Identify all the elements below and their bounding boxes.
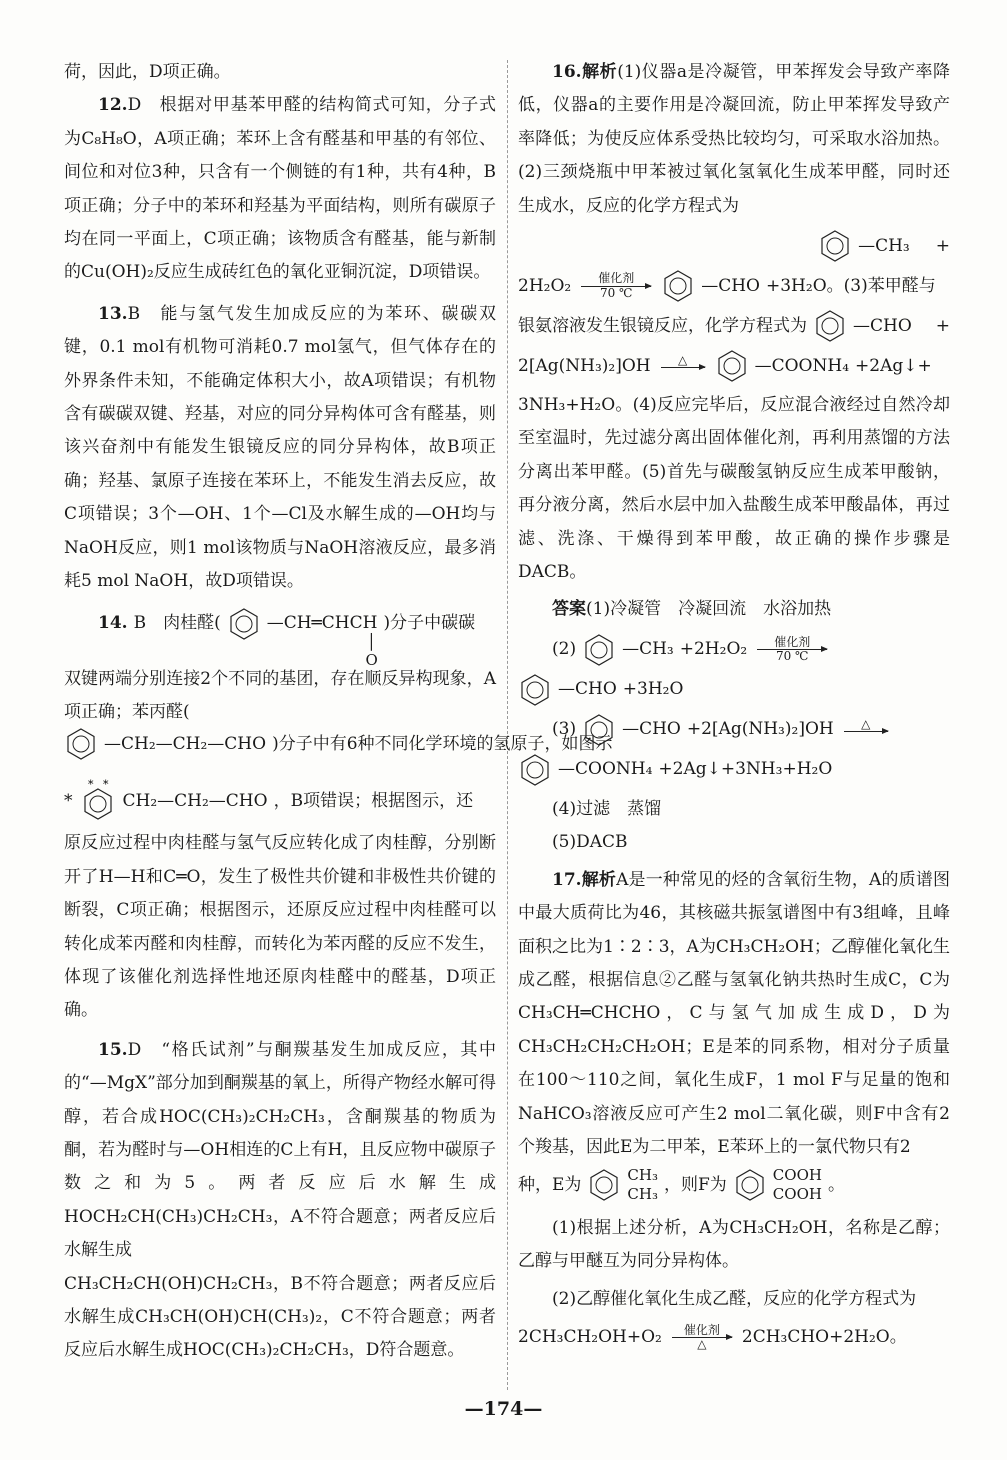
question-text: D 根据对甲基苯甲醛的结构简式可知，分子式为C₈H₈O，A项正确；苯环上含有醛基和甲基的有邻位、间位和对位3种，只含有一个侧链的有1种，共有4种，B项正确；分子中的苯环和羟基为平面结构，则所有碳原子均在同一平面上，C项正确；该物质含有醛基，能与新制的Cu(OH)₂反应生成砖红色的氧化亚铜沉淀，D项错误。 [64, 95, 496, 283]
page-number: —174— [464, 1398, 543, 1420]
benzene-ring-icon [79, 779, 117, 823]
answer-16-2b: —CHO +3H₂O [518, 673, 950, 707]
xylene-substituents: CH₃ CH₃ [627, 1166, 658, 1204]
reaction-arrow: △ [661, 354, 705, 368]
q14-lead: B 肉桂醛( [133, 613, 221, 633]
answer-16-2a: (2) —CH₃ +2H₂O₂ 催化剂 70 ℃ [518, 633, 950, 667]
question-number: 14. [98, 613, 128, 633]
answer-16-3b: —COONH₄ +2Ag↓+3NH₃+H₂O [518, 753, 950, 787]
question-12 [64, 89, 496, 289]
answer-16-3a: (3) —CHO +2[Ag(NH₃)₂]OH △ [518, 713, 950, 747]
q14-text-4: 原反应过程中肉桂醛与氢气反应转化成了肉桂醇，分别断开了H—H和C═O，发生了极性共价键和非极性共价键的断裂，C项正确；根据图示，还原反应过程中肉桂醛可以转化成苯丙醛和肉桂醇，而转化为苯丙醛的反应不发生，体现了该催化剂选择性地还原肉桂醛中的醛基，D项正确。 [64, 833, 496, 1021]
reaction-arrow: 催化剂 △ [672, 1324, 732, 1351]
benzene-ring-icon [227, 607, 261, 641]
q17-part1: (1)根据上述分析，A为CH₃CH₂OH，名称是乙醇；乙醇与甲醚互为同分异构体。 [518, 1217, 950, 1272]
phthalic-acid-substituents: COOH COOH [772, 1166, 822, 1204]
benzene-ring-icon [518, 673, 552, 707]
right-column [518, 56, 950, 1351]
phenylpropanal-structure: —CH₂—CH₂—CHO )分子中有6种不同化学环境的氢原子，如图示 [64, 727, 496, 761]
q16-text-3: 3NH₃+H₂O。(4)反应完毕后，反应混合液经过自然冷却至室温时，先过滤分离出固体催化剂，再利用蒸馏的方法分离出苯甲醛。(5)首先与碳酸氢钠反应生成苯甲酸钠，再分液分离，然后水层中加入盐酸生成苯甲酸晶体，再过滤、洗涤、干燥得到苯甲酸，故正确的操作步骤是DACB。 [518, 395, 950, 583]
q16-eq1-part2: 2H₂O₂ 催化剂 70 ℃ —CHO +3H₂O。(3)苯甲醛与 [518, 269, 950, 303]
benzene-ring-icon [661, 269, 695, 303]
benzene-ring-icon [587, 1168, 621, 1202]
question-15-cont: CH₃CH₂CH(OH)CH₂CH₃，B不符合题意；两者反应后水解生成CH₃CH(OH)CH(CH₃)₂，C不符合题意；两者反应后水解生成HOC(CH₃)₂CH₂CH₃，D符合题意。 [64, 1273, 496, 1361]
question-17: 17.解析A是一种常见的烃的含氧衍生物，A的质谱图中最大质荷比为46，其核磁共振氢谱图中有3组峰，且峰面积之比为1∶2∶3，A为CH₃CH₂OH；乙醇催化氧化生成乙醛，根据信息②乙醛与氢氧化钠共热时生成C，C为CH₃CH═CHCHO，C与氢气加成生成D，D为CH₃CH₂CH₂CH₂OH；E是苯的同系物，相对分子质量在100～110之间，氧化生成F，1 mol F与足量的饱和NaHCO₃溶液反应可产生2 mol二氧化碳，则F中含有2个羧基，因此E为二甲苯，E苯环上的一氯代物只有2 [518, 869, 950, 1157]
q16-eq2-part2: 2[Ag(NH₃)₂]OH △ —COONH₄ +2Ag↓+ [518, 349, 950, 383]
q17-equation: 2CH₃CH₂OH+O₂ 催化剂 △ 2CH₃CHO+2H₂O。 [518, 1323, 907, 1352]
reaction-arrow: 催化剂 70 ℃ [757, 636, 827, 663]
cinnamaldehyde-group: —CH═CHCH │ O [266, 613, 378, 669]
column-divider [507, 60, 508, 1390]
q17-e-f-structures: 种，E为 CH₃ CH₃ ，则F为 COOH COOH 。 [518, 1166, 845, 1204]
question-text: B 能与氢气发生加成反应的为苯环、碳碳双键，0.1 mol有机物可消耗0.7 mol氢气，但气体存在的外界条件未知，不能确定体积大小，故A项错误；有机物含有碳碳双键、羟基，对应的同分异构体可含有醛基，则该兴奋剂中有能发生银镜反应的同分异构体，故B项正确；羟基、氯原子连接在苯环上，不能发生消去反应，故C项错误；3个—OH、1个—Cl及水解生成的—OH均与NaOH反应，则1 mol该物质与NaOH溶液反应，最多消耗5 mol NaOH，故D项错误。 [64, 303, 496, 592]
reaction-arrow: △ [844, 718, 888, 732]
answer-16: 答案(1)冷凝管 冷凝回流 水浴加热 [552, 599, 832, 620]
q16-eq2-part1: 银氨溶液发生银镜反应，化学方程式为 —CHO + [518, 309, 950, 343]
benzene-ring-icon [715, 349, 749, 383]
question-13 [64, 298, 496, 599]
q14-structure-line [64, 607, 496, 669]
benzene-ring-icon [582, 633, 616, 667]
svg-text:*: * [87, 779, 93, 792]
hydrogen-environment-diagram: * * * CH₂—CH₂—CHO ，B项错误；根据图示，还 [64, 779, 496, 823]
svg-text:*: * [102, 779, 108, 792]
reaction-arrow: 催化剂 70 ℃ [581, 272, 651, 299]
q14-tail: )分子中碳碳 [383, 613, 476, 633]
benzene-ring-icon [518, 753, 552, 787]
benzene-ring-icon [733, 1168, 767, 1202]
star-mark: * [64, 790, 73, 811]
question-15: 15.D “格氏试剂”与酮羰基发生加成反应，其中的“—MgX”部分加到酮羰基的氧上，所得产物经水解可得醇，若合成HOC(CH₃)₂CH₂CH₃，含酮羰基的物质为酮，若为醛时与—OH相连的C上有H，且反应物中碳原子数之和为5。两者反应后水解生成HOCH₂CH(CH₃)CH₂CH₃，A不符合题意；两者反应后水解生成 [64, 1039, 496, 1261]
question-number: 13. [98, 303, 128, 324]
q16-eq1-part1: —CH₃ + [518, 229, 950, 263]
answer-16-5: (5)DACB [552, 832, 628, 853]
answer-16-4: (4)过滤 蒸馏 [552, 798, 662, 819]
q14-text-2: 双键两端分别连接2个不同的基团，存在顺反异构现象，A项正确；苯丙醛( [64, 668, 496, 722]
paragraph-continuation: 荷，因此，D项正确。 [64, 62, 231, 82]
q17-part2: (2)乙醇催化氧化生成乙醛，反应的化学方程式为 [552, 1288, 917, 1309]
question-number: 12. [98, 95, 128, 116]
starred-chain: CH₂—CH₂—CHO [122, 790, 268, 811]
question-16: 16.解析(1)仪器a是冷凝管，甲苯挥发会导致产率降低，仪器a的主要作用是冷凝回流，防止甲苯挥发导致产率降低；为使反应体系受热比较均匀，可采取水浴加热。(2)三颈烧瓶中甲苯被过氧化氢氧化生成苯甲醛，同时还生成水，反应的化学方程式为 [518, 62, 951, 216]
benzene-ring-icon [813, 309, 847, 343]
benzene-ring-icon [818, 229, 852, 263]
question-number: 15. [98, 1039, 128, 1060]
benzene-ring-icon [582, 713, 616, 747]
benzene-ring-icon [64, 727, 98, 761]
